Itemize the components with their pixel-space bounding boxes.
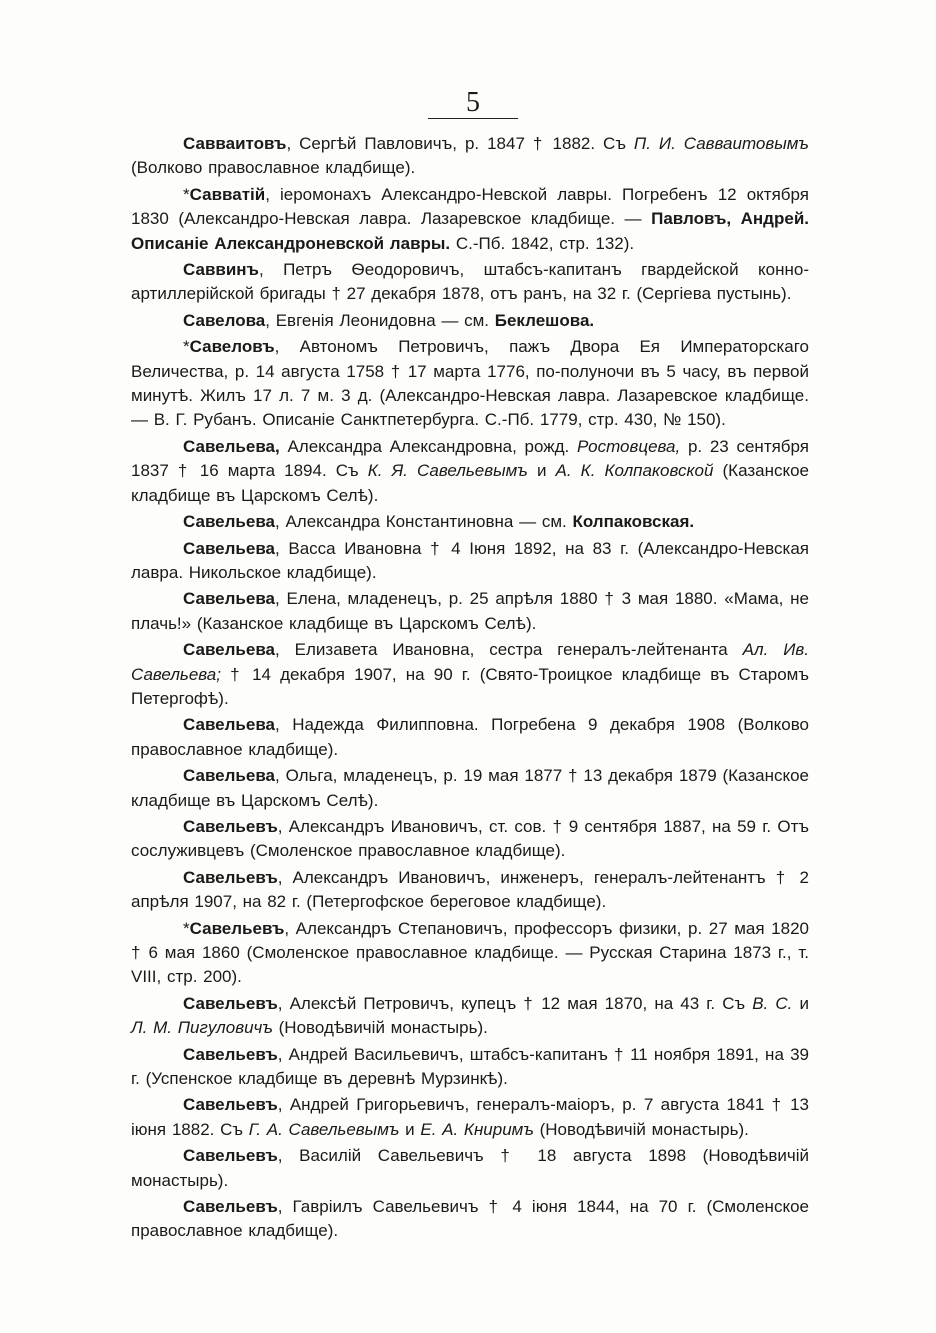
entry <box>131 335 809 433</box>
entry-text: , Сергѣй Павловичъ, р. 1847 † 1882. Съ <box>286 134 634 153</box>
entry-text: и <box>399 1119 421 1139</box>
entry-headword: Савельева <box>183 640 276 660</box>
entry <box>131 1093 809 1142</box>
entry-text: , іеромонахъ Александро-Невской лавры. Погребенъ 12 октября 1830 (Александро-Невская лавра. Лазаревское кладбище. — <box>131 184 809 229</box>
entry <box>131 183 809 256</box>
entry-headword: Савельевъ <box>183 1197 278 1217</box>
entry-italic-text: Е. А. Книримъ <box>420 1119 534 1139</box>
entry-bold-text: Павловъ, Андрей. Описаніе Александроневской лавры. <box>131 209 809 253</box>
entry-italic-text: Ростовцева, <box>576 436 681 456</box>
entry <box>131 1043 809 1092</box>
entry <box>131 537 809 586</box>
entry-headword: Савельевъ <box>183 993 278 1013</box>
entry-headword: Савельевъ <box>189 918 285 938</box>
entry-headword: Савелова <box>183 310 266 330</box>
entry-headword: Савватій <box>189 184 266 204</box>
entry-headword: Савельева, <box>183 436 280 456</box>
entry <box>131 638 809 711</box>
entry-star-marker: * <box>183 184 190 204</box>
entry-headword: Савельева <box>183 512 276 532</box>
entry-star-marker: * <box>183 337 190 357</box>
entry-text: и <box>527 461 556 481</box>
entry-text: , Александра Константиновна — см. <box>275 512 573 532</box>
entry <box>131 815 809 864</box>
entry-headword: Савеловъ <box>189 337 275 357</box>
entry <box>131 713 809 762</box>
entry <box>131 764 809 813</box>
entry-headword: Савельевъ <box>183 867 278 887</box>
entry-list <box>131 132 809 1246</box>
entry-text: и <box>792 993 809 1013</box>
entry-italic-text: Ал. Ив. Савельева; <box>131 640 809 684</box>
entry-headword: Савельевъ <box>183 1146 278 1166</box>
entry <box>131 1195 809 1244</box>
entry-text: р. 23 сентября 1837 † 16 марта 1894. Съ <box>131 436 810 481</box>
entry <box>131 132 809 181</box>
entry-bold-text: Беклешова. <box>494 310 595 330</box>
entry <box>131 309 809 333</box>
entry-italic-text: П. И. Савваитовымъ <box>633 134 809 153</box>
entry-text: † 14 декабря 1907, на 90 г. (Свято-Троицкое кладбище въ Старомъ Петергофѣ). <box>131 664 809 708</box>
entry-text: , Петръ Ѳеодоровичъ, штабсъ-капитанъ гвардейской конно-артиллерійской бригады † 27 декабря 1878, отъ ранъ, на 32 г. (Сергіева пустынь). <box>131 260 809 304</box>
entry-text: , Автономъ Петровичъ, пажъ Двора Ея Императорскаго Величества, р. 14 августа 1758 † 17 марта 1776, по-полуночи въ 5 часу, въ первой минутѣ. Жилъ 17 л. 7 м. 3 д. (Александро-Невская лавра. Лазаревское кладбище. — В. Г. Рубанъ. Описаніе Санктпетербурга. С.-Пб. 1779, стр. 430, № 150). <box>131 337 809 430</box>
entry <box>131 435 809 508</box>
entry-star-marker: * <box>183 918 190 938</box>
page-number-rule <box>428 118 518 119</box>
entry-text: (Новодѣвичій монастырь). <box>272 1018 488 1038</box>
entry-headword: Савельева <box>183 538 276 558</box>
entry-text: , Евгенія Леонидовна — см. <box>265 310 495 330</box>
entry-text: , Васса Ивановна † 4 Іюня 1892, на 83 г. (Александро-Невская лавра. Никольское кладбище). <box>131 538 809 582</box>
entry-text: , Елена, младенецъ, р. 25 апрѣля 1880 † 3 мая 1880. «Мама, не плачь!» (Казанское кладбище въ Царскомъ Селѣ). <box>131 589 809 633</box>
entry <box>131 258 809 307</box>
entry-text: , Андрей Григорьевичъ, генералъ-маіоръ, р. 7 августа 1841 † 13 іюня 1882. Съ <box>131 1095 809 1139</box>
entry <box>131 510 809 534</box>
entry-headword: Савельевъ <box>183 1044 278 1064</box>
page-number: 5 <box>466 87 480 118</box>
entry-italic-text: В. С. <box>752 993 793 1013</box>
entry-headword: Саввинъ <box>183 260 259 280</box>
entry-italic-text: А. К. Колпаковской <box>555 461 714 481</box>
entry-italic-text: К. Я. Савельевымъ <box>367 461 528 481</box>
entry-text: , Василій Савельевичъ † 18 августа 1898 (Новодѣвичій монастырь). <box>131 1146 809 1190</box>
entry-text: (Новодѣвичій монастырь). <box>533 1119 749 1139</box>
entry <box>131 587 809 636</box>
entry-text: С.-Пб. 1842, стр. 132). <box>450 233 635 253</box>
entry-headword: Савельева <box>183 589 276 609</box>
entry-headword: Савваитовъ <box>183 134 287 153</box>
entry <box>131 866 809 915</box>
entry-text: , Андрей Васильевичъ, штабсъ-капитанъ † 11 ноября 1891, на 39 г. (Успенское кладбище въ деревнѣ Мурзинкѣ). <box>131 1044 809 1089</box>
entry-text: , Елизавета Ивановна, сестра генералъ-лейтенанта <box>275 640 743 660</box>
entry-text: (Казанское кладбище въ Царскомъ Селѣ). <box>131 461 810 505</box>
entry-italic-text: Г. А. Савельевымъ <box>248 1119 400 1139</box>
entry-bold-text: Колпаковская. <box>572 512 695 532</box>
entry-text: , Гавріилъ Савельевичъ † 4 іюня 1844, на 70 г. (Смоленское православное кладбище). <box>131 1197 809 1241</box>
entry-text: , Надежда Филипповна. Погребена 9 декабря 1908 (Волково православное кладбище). <box>131 715 809 759</box>
entry-headword: Савельевъ <box>183 1095 278 1115</box>
entry <box>131 917 809 990</box>
entry-text: , Ольга, младенецъ, р. 19 мая 1877 † 13 декабря 1879 (Казанское кладбище въ Царскомъ Селѣ). <box>131 766 809 810</box>
entry-text: , Александръ Ивановичъ, ст. сов. † 9 сентября 1887, на 59 г. Отъ сослуживцевъ (Смоленское православное кладбище). <box>131 816 809 861</box>
entry-text: , Александръ Степановичъ, профессоръ физики, р. 27 мая 1820 † 6 мая 1860 (Смоленское православное кладбище. — Русская Старина 1873 г., т. VIII, стр. 200). <box>131 918 809 987</box>
entry-text: Александра Александровна, рожд. <box>279 436 577 456</box>
entry <box>131 1144 809 1193</box>
entry-headword: Савельевъ <box>183 816 278 836</box>
entry-headword: Савельева <box>183 715 276 735</box>
entry-headword: Савельева <box>183 766 276 786</box>
entry <box>131 992 809 1041</box>
entry-text: , Алексѣй Петровичъ, купецъ † 12 мая 1870, на 43 г. Съ <box>277 993 753 1013</box>
entry-italic-text: Л. М. Пигуловичъ <box>131 1018 273 1038</box>
entry-text: , Александръ Ивановичъ, инженеръ, генералъ-лейтенантъ † 2 апрѣля 1907, на 82 г. (Петергофское береговое кладбище). <box>131 867 809 912</box>
entry-text: (Волково православное кладбище). <box>131 158 416 178</box>
